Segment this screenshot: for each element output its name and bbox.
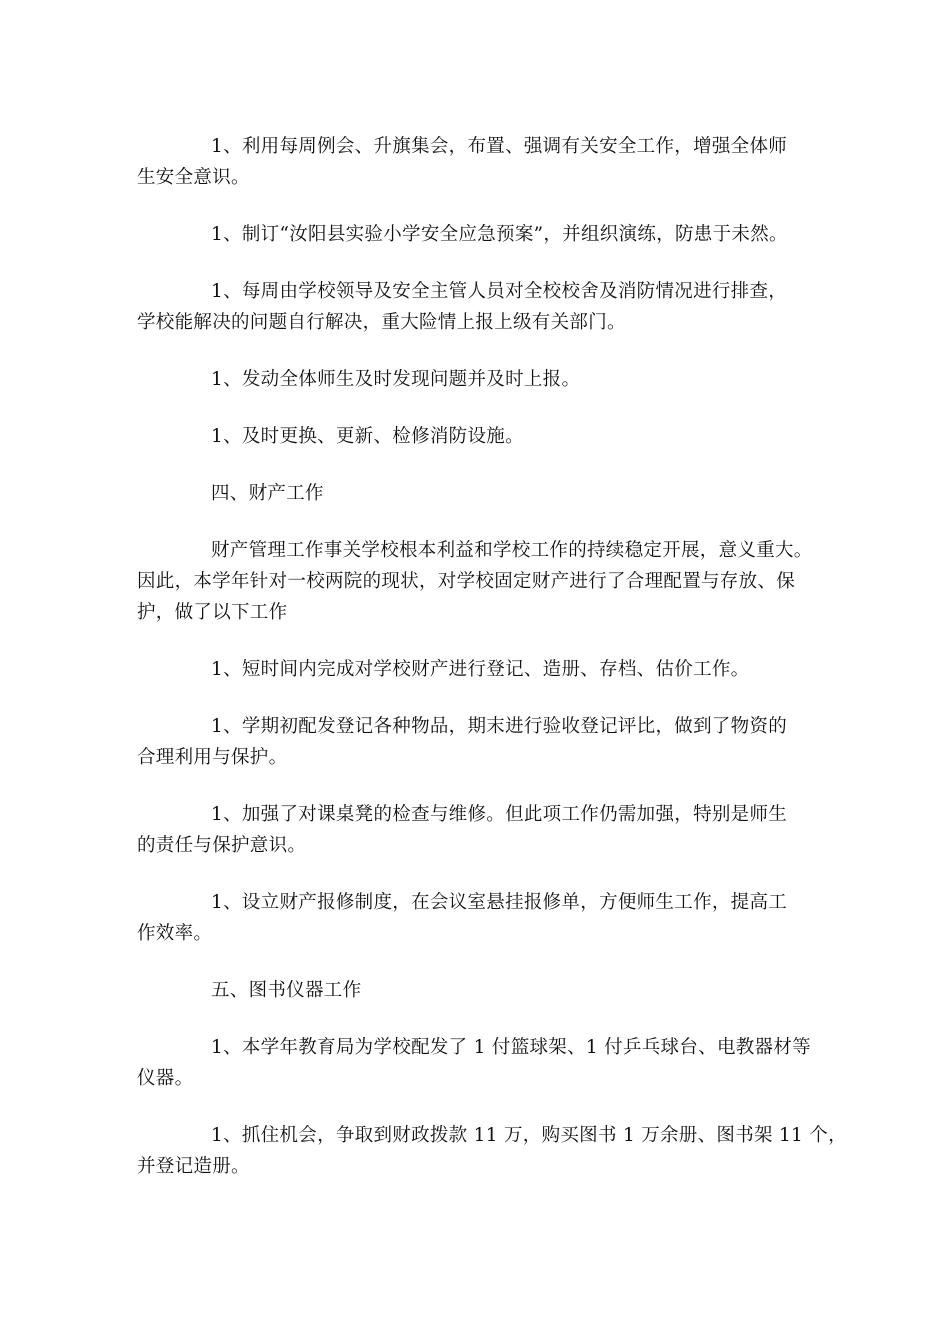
text-line: 1、抓住机会，争取到财政拨款 11 万，购买图书 1 万余册、图书架 11 个， [211, 1125, 847, 1146]
text-line: 并登记造册。 [137, 1156, 250, 1177]
text-line: 财产管理工作事关学校根本利益和学校工作的持续稳定开展，意义重大。 [211, 540, 813, 561]
paragraph [137, 364, 823, 395]
section-heading-text: 五、图书仪器工作 [211, 980, 362, 1001]
text-line: 1、加强了对课桌凳的检查与维修。但此项工作仍需加强，特别是师生 [211, 804, 788, 825]
text-line: 作效率。 [137, 923, 213, 944]
text-line: 1、短时间内完成对学校财产进行登记、造册、存档、估价工作。 [211, 659, 750, 680]
text-line: 的责任与保护意识。 [137, 835, 307, 856]
text-line: 护，做了以下工作 [137, 602, 288, 623]
paragraph [137, 535, 823, 628]
text-line: 仪器。 [137, 1068, 194, 1089]
paragraph [137, 421, 823, 452]
section-heading-text: 四、财产工作 [211, 483, 324, 504]
text-line: 1、学期初配发登记各种物品，期末进行验收登记评比，做到了物资的 [211, 716, 788, 737]
text-line: 1、每周由学校领导及安全主管人员对全校校舍及消防情况进行排查， [211, 281, 788, 302]
paragraph [137, 1120, 847, 1182]
text-line: 1、利用每周例会、升旗集会，布置、强调有关安全工作，增强全体师 [211, 136, 788, 157]
paragraph [137, 131, 823, 193]
text-line: 1、本学年教育局为学校配发了 1 付篮球架、1 付乒乓球台、电教器材等 [211, 1037, 811, 1058]
text-line: 合理利用与保护。 [137, 747, 288, 768]
text-line: 1、制订“汝阳县实验小学安全应急预案”，并组织演练，防患于未然。 [211, 224, 788, 245]
paragraph [137, 799, 823, 861]
paragraph [137, 887, 823, 949]
text-line: 学校能解决的问题自行解决，重大险情上报上级有关部门。 [137, 312, 626, 333]
text-line: 1、设立财产报修制度，在会议室悬挂报修单，方便师生工作，提高工 [211, 892, 788, 913]
section-heading [137, 975, 823, 1006]
paragraph [137, 1032, 823, 1094]
text-line: 因此，本学年针对一校两院的现状，对学校固定财产进行了合理配置与存放、保 [137, 571, 796, 592]
section-heading [137, 478, 823, 509]
paragraph [137, 654, 823, 685]
text-line: 生安全意识。 [137, 167, 250, 188]
text-line: 1、发动全体师生及时发现问题并及时上报。 [211, 369, 581, 390]
text-line: 1、及时更换、更新、检修消防设施。 [211, 426, 524, 447]
paragraph [137, 219, 823, 250]
paragraph [137, 276, 823, 338]
document-body [137, 131, 847, 1208]
paragraph [137, 711, 823, 773]
